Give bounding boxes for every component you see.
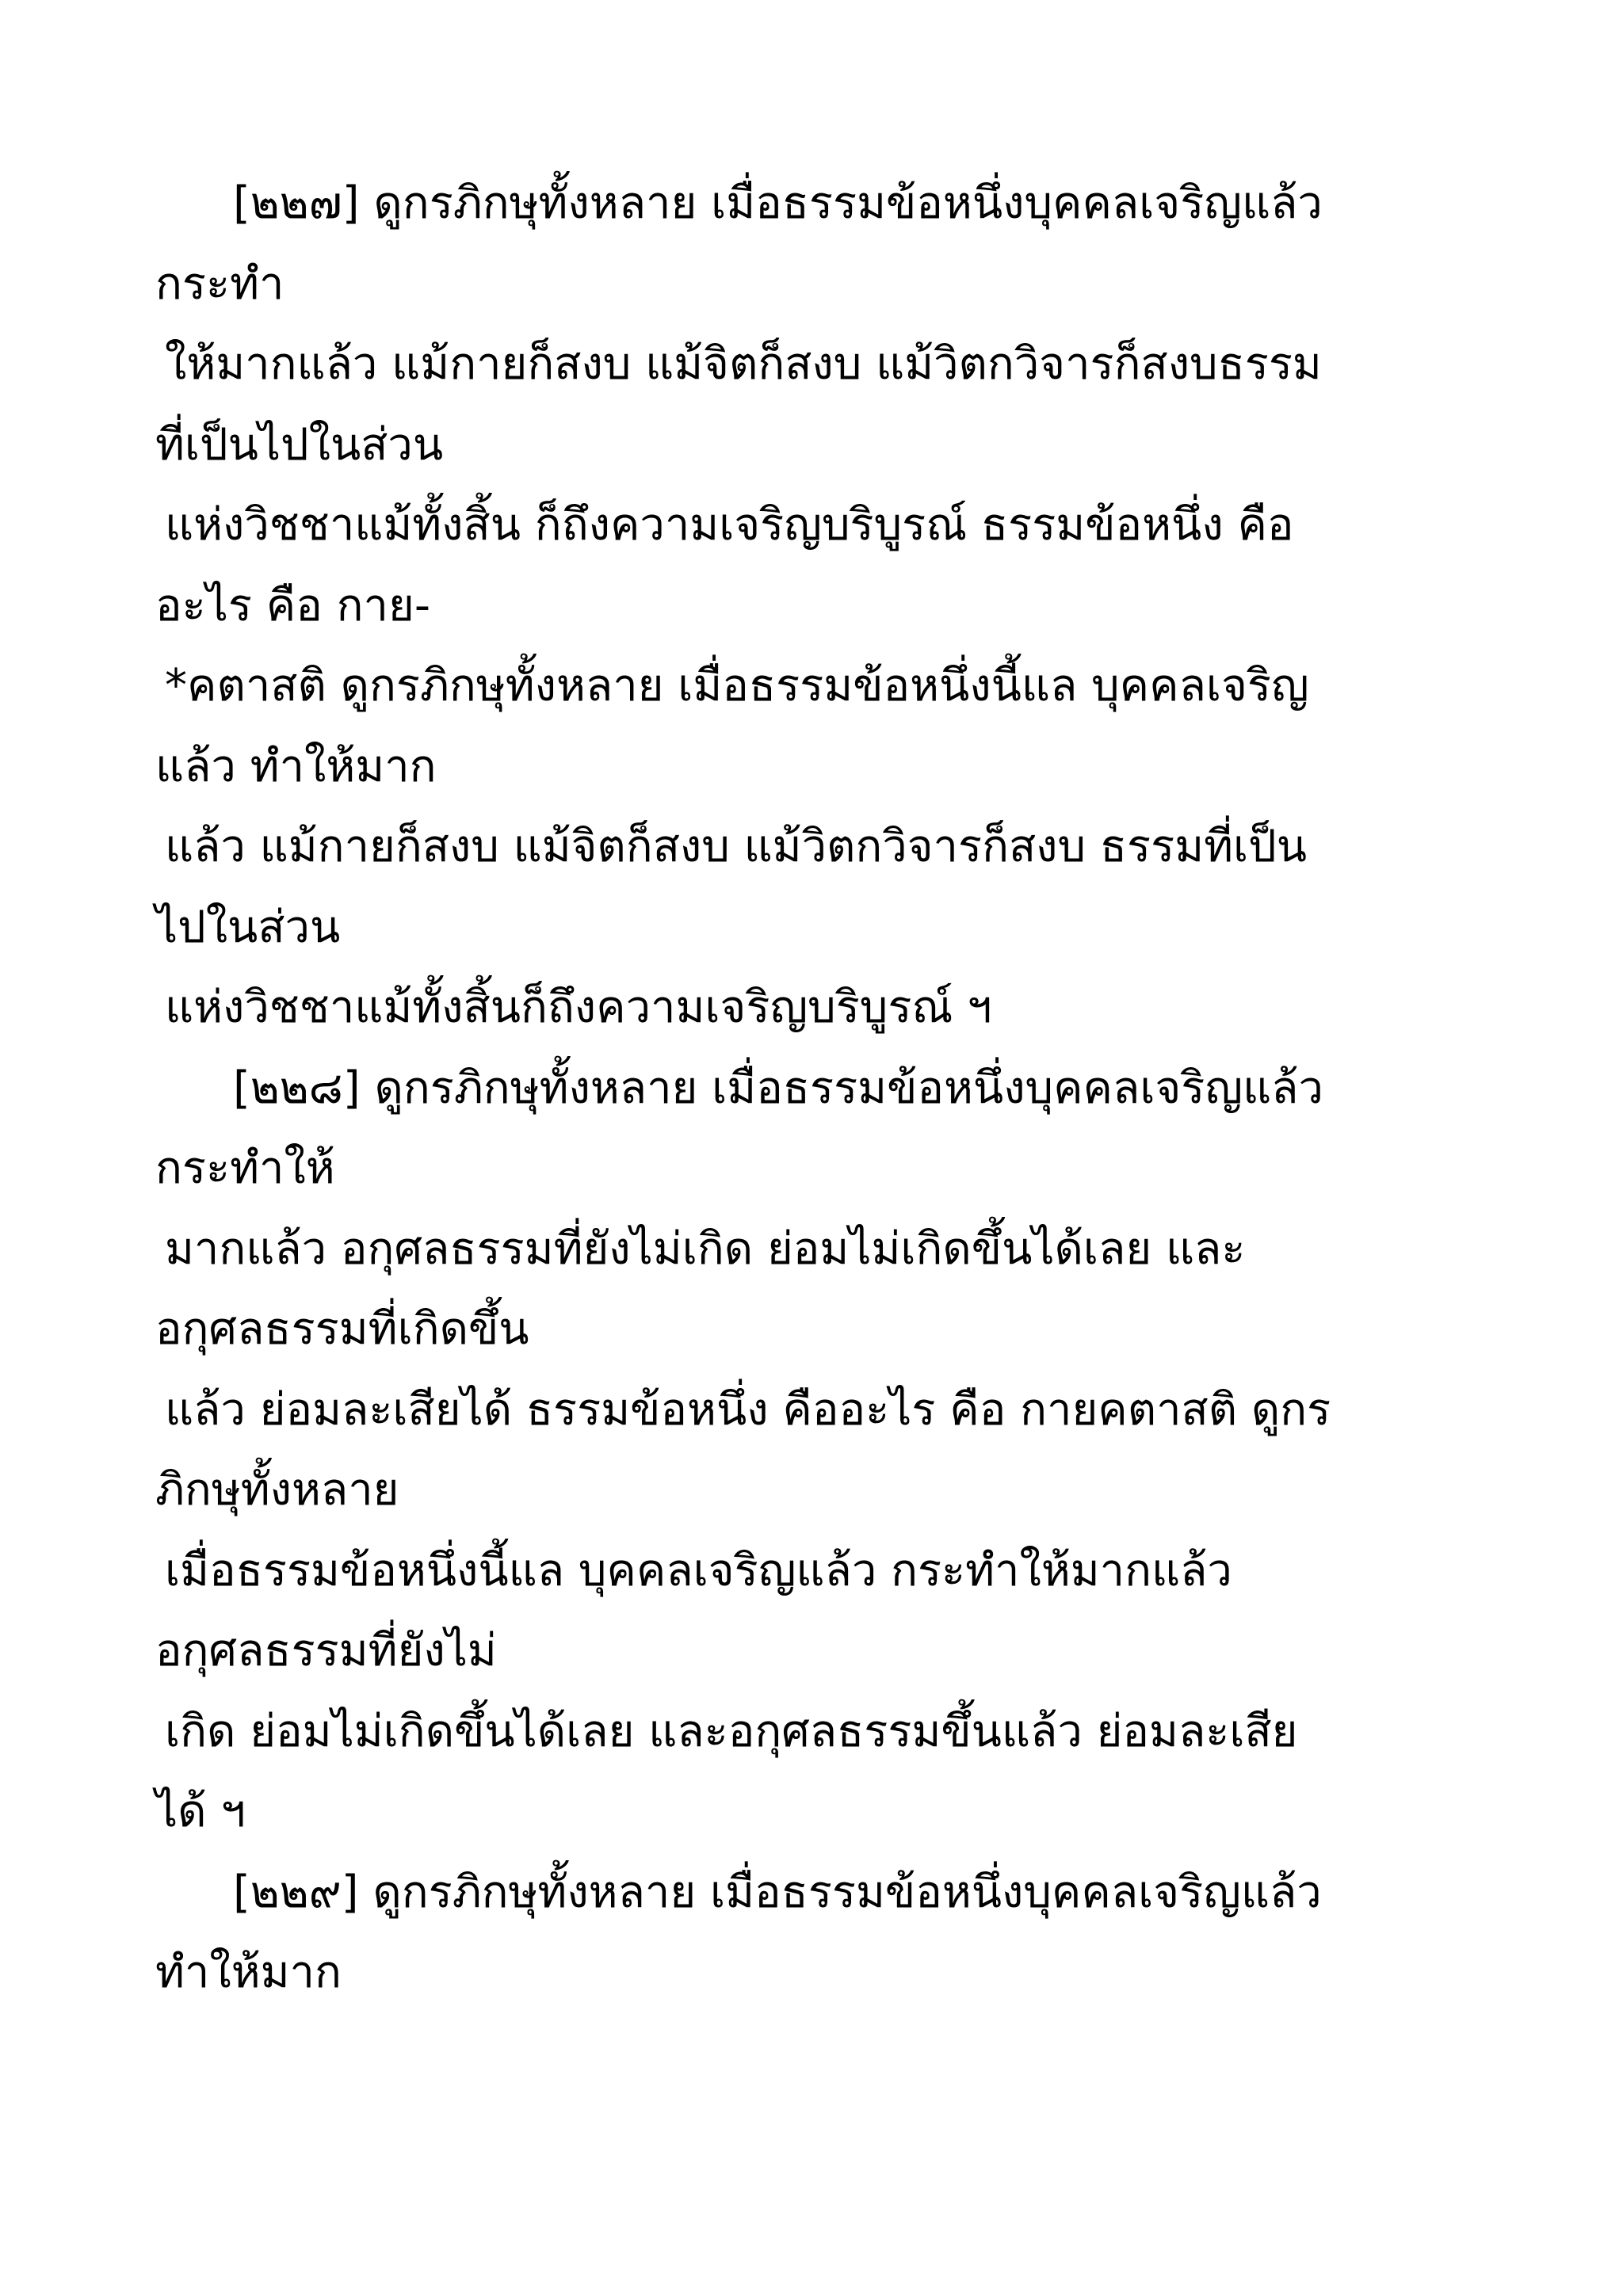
text-line: แล้ว ย่อมละเสียได้ ธรรมข้อหนึ่ง คืออะไร คือ กายคตาสติ ดูกร xyxy=(165,1383,1331,1436)
text-line: แห่งวิชชาแม้ทั้งสิ้น ก็ถึงความเจริญบริบูรณ์ ธรรมข้อหนึ่ง คือ xyxy=(165,499,1294,551)
text-line: อกุศลธรรมที่ยังไม่ xyxy=(155,1625,497,1676)
text-line: ที่เป็นไปในส่วน xyxy=(155,418,444,471)
text-line: ไปในส่วน xyxy=(155,901,341,953)
text-line: อะไร คือ กาย- xyxy=(155,579,431,631)
text-line: มากแล้ว อกุศลธรรมที่ยังไม่เกิด ย่อมไม่เกิดขึ้นได้เลย และ xyxy=(165,1222,1246,1275)
text-line: กระทำ xyxy=(155,257,285,310)
text-line: เมื่อธรรมข้อหนึ่งนี้แล บุคคลเจริญแล้ว กระทำให้มากแล้ว xyxy=(165,1544,1232,1596)
text-line: กระทำให้ xyxy=(155,1142,335,1194)
text-line: *คตาสติ ดูกรภิกษุทั้งหลาย เมื่อธรรมข้อหนึ่งนี้แล บุคคลเจริญ xyxy=(165,660,1309,711)
text-line: ภิกษุทั้งหลาย xyxy=(155,1464,399,1516)
paragraph-229-line: [๒๒๙] ดูกรภิกษุทั้งหลาย เมื่อธรรมข้อหนึ่งบุคคลเจริญแล้ว xyxy=(233,1866,1322,1918)
text-line: แล้ว แม้กายก็สงบ แม้จิตก็สงบ แม้วิตกวิจารก็สงบ ธรรมที่เป็น xyxy=(165,821,1307,872)
text-line: แล้ว ทำให้มาก xyxy=(155,740,437,792)
text-line: ได้ ฯ xyxy=(155,1786,246,1837)
paragraph-227-line: [๒๒๗] ดูกรภิกษุทั้งหลาย เมื่อธรรมข้อหนึ่งบุคคลเจริญแล้ว xyxy=(233,177,1323,229)
paragraph-228-line: [๒๒๘] ดูกรภิกษุทั้งหลาย เมื่อธรรมข้อหนึ่งบุคคลเจริญแล้ว xyxy=(233,1062,1323,1114)
text-line: เกิด ย่อมไม่เกิดขึ้นได้เลย และอกุศลธรรมขึ้นแล้ว ย่อมละเสีย xyxy=(165,1705,1298,1757)
text-line: อกุศลธรรมที่เกิดขึ้น xyxy=(155,1303,529,1355)
text-line: ให้มากแล้ว แม้กายก็สงบ แม้จิตก็สงบ แม้วิตกวิจารก็สงบธรรม xyxy=(165,338,1322,390)
body-text xyxy=(155,163,1503,2013)
text-line: แห่งวิชชาแม้ทั้งสิ้นก็ถึงความเจริญบริบูรณ์ ฯ xyxy=(165,982,992,1033)
text-line: ทำให้มาก xyxy=(155,1947,342,1998)
